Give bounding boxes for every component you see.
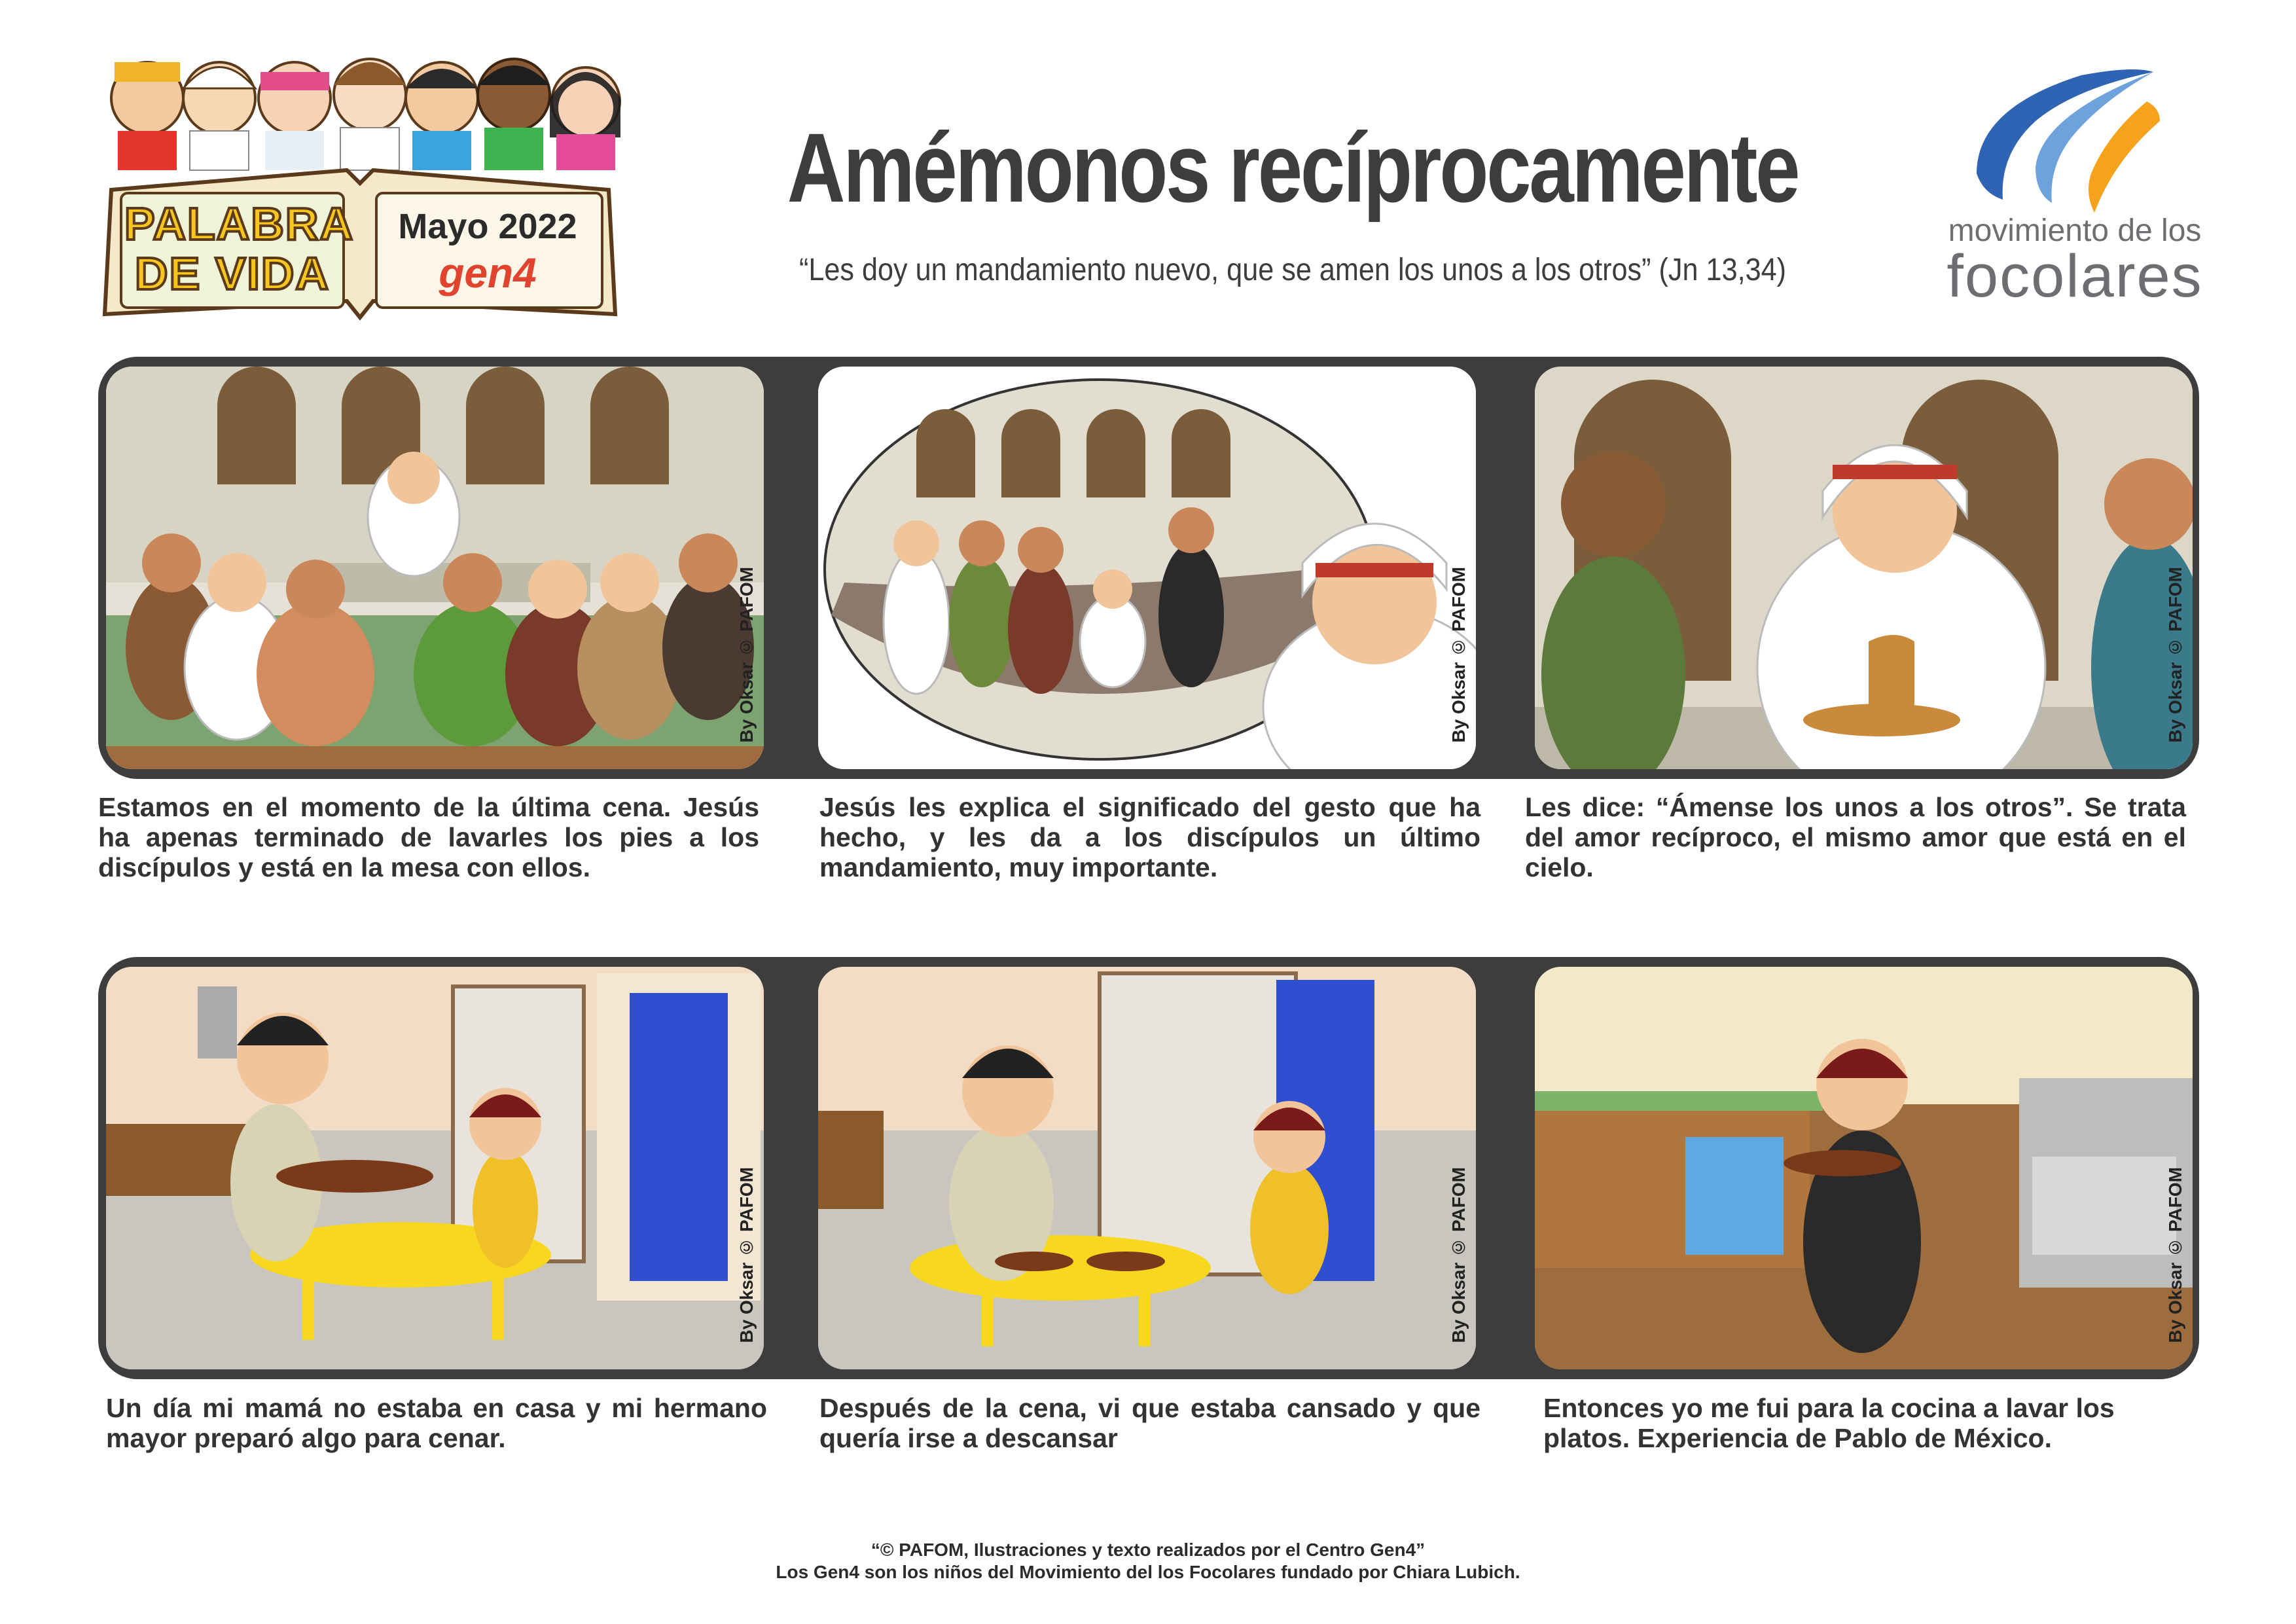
book-title-line1: PALABRA xyxy=(124,198,355,249)
brother-cooks-illustration xyxy=(106,967,764,1369)
panel-5-brother-tired xyxy=(818,967,1476,1369)
panel-2-jesus-explains xyxy=(818,367,1476,769)
washing-dishes-illustration xyxy=(1535,967,2193,1369)
caption-panel-3: Les dice: “Ámense los unos a los otros”. Se trata del amor recíproco, el mismo amor que está en el cielo. xyxy=(1525,792,2186,882)
quote-reference: (Jn 13,34) xyxy=(1659,253,1787,287)
love-one-another-illustration xyxy=(1535,367,2193,769)
illustration-credit: By Oksar © PAFOM xyxy=(1448,1167,1469,1343)
bible-quote xyxy=(719,252,1867,288)
comic-strip-top xyxy=(98,357,2199,779)
palabra-de-vida-logo xyxy=(98,26,622,340)
caption-panel-5: Después de la cena, vi que estaba cansado y que quería irse a descansar xyxy=(819,1393,1480,1453)
org-name-line2: focolares xyxy=(1946,243,2203,310)
footer-note: Los Gen4 son los niños del Movimiento del los Focolares fundado por Chiara Lubich. xyxy=(776,1562,1520,1582)
gen4-brand: gen4 xyxy=(439,249,537,297)
panel-1-last-supper xyxy=(106,367,764,769)
comic-strip-bottom xyxy=(98,957,2199,1379)
illustration-credit: By Oksar © PAFOM xyxy=(736,1167,757,1343)
panel-3-love-one-another xyxy=(1535,367,2193,769)
panel-6-washing-dishes xyxy=(1535,967,2193,1369)
jesus-explains-illustration xyxy=(818,367,1476,769)
book-title-line2: DE VIDA xyxy=(135,248,330,299)
footer-copyright: “© PAFOM, Ilustraciones y texto realizados por el Centro Gen4” xyxy=(870,1540,1426,1560)
quote-text: “Les doy un mandamiento nuevo, que se amen los unos a los otros” xyxy=(798,253,1651,287)
org-name-line1: movimiento de los xyxy=(1948,213,2202,248)
last-supper-illustration xyxy=(106,367,764,769)
caption-panel-4: Un día mi mamá no estaba en casa y mi hermano mayor preparó algo para cenar. xyxy=(106,1393,767,1453)
brother-tired-illustration xyxy=(818,967,1476,1369)
illustration-credit: By Oksar © PAFOM xyxy=(2165,567,2185,743)
panel-4-brother-cooks xyxy=(106,967,764,1369)
caption-panel-1: Estamos en el momento de la última cena. Jesús ha apenas terminado de lavarles los pies a los discípulos y está en la mesa con ellos. xyxy=(98,792,759,882)
caption-panel-6: Entonces yo me fui para la cocina a lavar los platos. Experiencia de Pablo de México. xyxy=(1543,1393,2115,1453)
illustration-credit: By Oksar © PAFOM xyxy=(1448,567,1469,743)
month-label: Mayo 2022 xyxy=(398,207,577,246)
illustration-credit: By Oksar © PAFOM xyxy=(736,567,757,743)
caption-panel-2: Jesús les explica el significado del gesto que ha hecho, y les da a los discípulos un último mandamiento, muy importante. xyxy=(819,792,1480,882)
illustration-credit: By Oksar © PAFOM xyxy=(2165,1167,2185,1343)
page-title: Amémonos recíprocamente xyxy=(787,113,1799,223)
